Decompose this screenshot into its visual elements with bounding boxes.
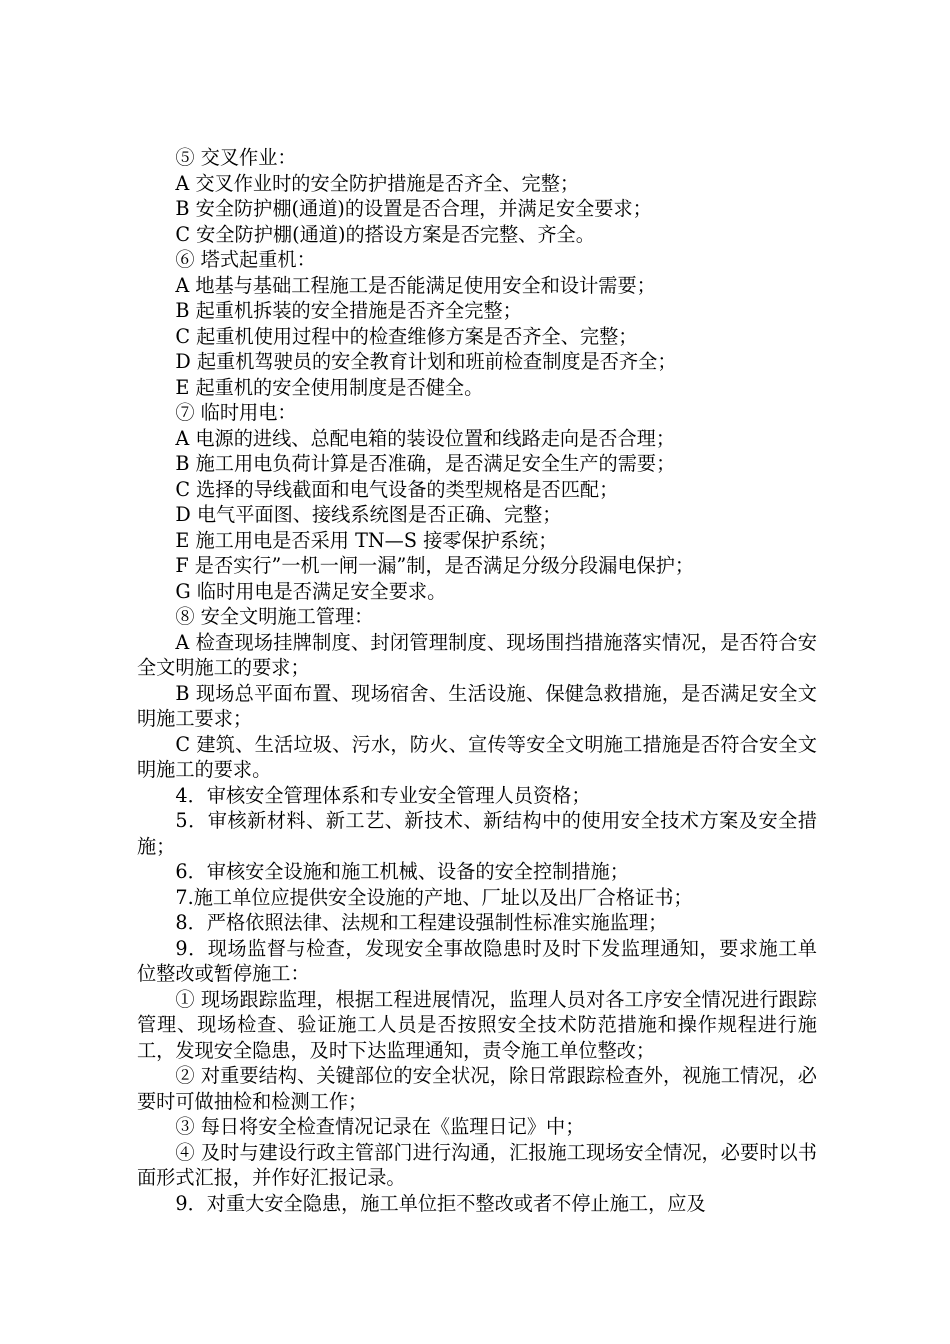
paragraph: C 选择的导线截面和电气设备的类型规格是否匹配； — [175, 477, 619, 501]
paragraph: ⑥ 塔式起重机： — [175, 248, 316, 271]
paragraph: D 电气平面图、接线系统图是否正确、完整； — [175, 503, 562, 526]
paragraph: E 起重机的安全使用制度是否健全。 — [175, 375, 484, 399]
paragraph: ② 对重要结构、关键部位的安全状况，除日常跟踪检查外，视施工情况，必要时可做抽检和检测工作； — [137, 1064, 817, 1113]
paragraph: 7.施工单位应提供安全设施的产地、厂址以及出厂合格证书； — [175, 885, 693, 909]
paragraph: 4．审核安全管理体系和专业安全管理人员资格； — [175, 783, 591, 807]
paragraph: B 现场总平面布置、现场宿舍、生活设施、保健急救措施，是否满足安全文明施工要求； — [137, 681, 817, 730]
paragraph: A 电源的进线、总配电箱的装设位置和线路走向是否合理； — [175, 426, 676, 450]
paragraph: 6．审核安全设施和施工机械、设备的安全控制措施； — [175, 860, 629, 883]
paragraph: 9．现场监督与检查，发现安全事故隐患时及时下发监理通知，要求施工单位整改或暂停施工： — [137, 936, 817, 985]
paragraph: C 起重机使用过程中的检查维修方案是否齐全、完整； — [175, 324, 638, 348]
paragraph: A 地基与基础工程施工是否能满足使用安全和设计需要； — [175, 273, 656, 297]
paragraph: E 施工用电是否采用 TN—S 接零保护系统； — [175, 528, 558, 552]
paragraph: C 建筑、生活垃圾、污水，防火、宣传等安全文明施工措施是否符合安全文明施工的要求。 — [137, 732, 817, 781]
paragraph: C 安全防护棚(通道)的搭设方案是否完整、齐全。 — [175, 222, 595, 246]
paragraph: ④ 及时与建设行政主管部门进行沟通，汇报施工现场安全情况，必要时以书面形式汇报，并作好汇报记录。 — [137, 1140, 817, 1189]
paragraph: 9．对重大安全隐患，施工单位拒不整改或者不停止施工，应及 — [175, 1191, 706, 1215]
paragraph: D 起重机驾驶员的安全教育计划和班前检查制度是否齐全； — [175, 350, 677, 373]
paragraph: 8．严格依照法律、法规和工程建设强制性标准实施监理； — [175, 911, 668, 934]
paragraph: 5．审核新材料、新工艺、新技术、新结构中的使用安全技术方案及安全措施； — [137, 809, 817, 858]
paragraph: B 施工用电负荷计算是否准确，是否满足安全生产的需要； — [175, 452, 676, 475]
paragraph: ⑦ 临时用电： — [175, 401, 297, 424]
paragraph: F 是否实行”一机一闸一漏”制，是否满足分级分段漏电保护； — [175, 554, 695, 577]
paragraph: A 检查现场挂牌制度、封闭管理制度、现场围挡措施落实情况，是否符合安全文明施工的要求； — [137, 630, 817, 679]
paragraph: A 交叉作业时的安全防护措施是否齐全、完整； — [175, 171, 580, 195]
paragraph: ⑤ 交叉作业： — [175, 146, 297, 169]
paragraph: ⑧ 安全文明施工管理： — [175, 605, 374, 628]
paragraph: G 临时用电是否满足安全要求。 — [175, 579, 447, 603]
paragraph: B 安全防护棚(通道)的设置是否合理，并满足安全要求； — [175, 197, 652, 220]
document-body — [137, 145, 817, 1216]
paragraph: ③ 每日将安全检查情况记录在《监理日记》中； — [175, 1115, 585, 1138]
paragraph: B 起重机拆装的安全措施是否齐全完整； — [175, 299, 522, 322]
paragraph: ① 现场跟踪监理，根据工程进展情况，监理人员对各工序安全情况进行跟踪管理、现场检查、验证施工人员是否按照安全技术防范措施和操作规程进行施工，发现安全隐患，及时下达监理通知，责令施工单位整改； — [137, 987, 817, 1062]
